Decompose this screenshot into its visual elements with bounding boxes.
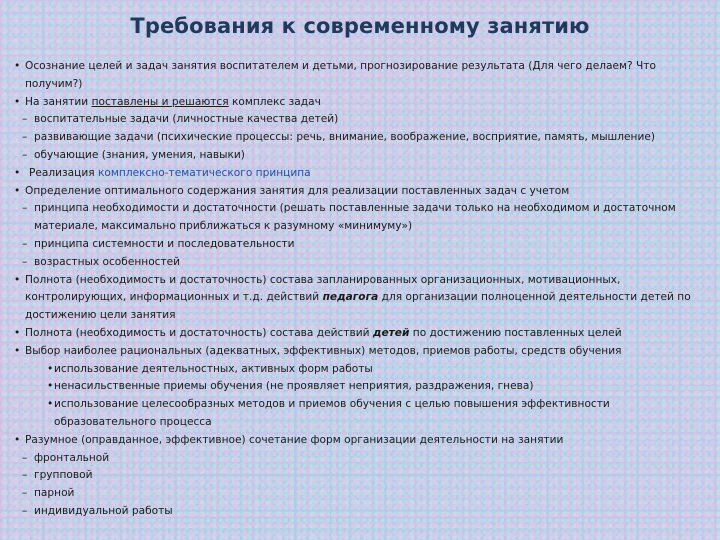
sub-bullet-developing-tasks: – развивающие задачи (психические процессы: речь, внимание, воображение, восприятие, память, мышление) — [14, 129, 708, 147]
bullet-children-actions — [14, 325, 708, 343]
sub-bullet-sufficiency-principle: – принципа необходимости и достаточности (решать поставленные задачи только на необходимом и достаточном материале, максимально приближаться к разумному «минимуму») — [14, 200, 708, 236]
slide-title: Требования к современному занятию — [130, 14, 590, 38]
bullet-content-definition: • Определение оптимального содержания занятия для реализации поставленных задач с учетом — [14, 183, 708, 201]
bullet-forms-combination: • Разумное (оправданное, эффективное) сочетание форм организации деятельности на занятии — [14, 432, 708, 450]
emphasis-teacher: педагога — [322, 291, 379, 304]
highlighted-phrase: комплексно-тематического принципа — [98, 166, 311, 179]
sub-bullet-pair: – парной — [14, 485, 708, 503]
emphasis-children: детей — [372, 326, 410, 339]
bullet-goals-awareness: • Осознание целей и задач занятия воспитателем и детьми, прогнозирование результата (Для чего делаем? Что получим?) — [14, 58, 708, 94]
text-fragment: Полнота (необходимость и достаточность) состава действий — [25, 326, 373, 339]
sub-bullet-frontal: – фронтальной — [14, 450, 708, 468]
sub-bullet-nonviolent-methods: • ненасильственные приемы обучения (не проявляет неприятия, раздражения, гнева) — [14, 378, 708, 396]
bullet-thematic-principle — [14, 165, 708, 183]
sub-bullet-individual: – индивидуальной работы — [14, 503, 708, 521]
sub-bullet-appropriate-methods: • использование целесообразных методов и приемов обучения с целью повышения эффективности образовательного процесса — [14, 396, 708, 432]
text-fragment: для организации полноценной деятельности детей по достижению цели занятия — [25, 291, 691, 322]
bullet-list — [14, 58, 708, 521]
sub-bullet-age-features: – возрастных особенностей — [14, 254, 708, 272]
text-fragment: комплекс задач — [228, 95, 321, 108]
sub-bullet-upbringing-tasks: – воспитательные задачи (личностные качества детей) — [14, 111, 708, 129]
text-fragment: по достижению поставленных целей — [409, 326, 622, 339]
text-fragment: На занятии — [25, 95, 92, 108]
bullet-methods-choice: • Выбор наиболее рациональных (адекватных, эффективных) методов, приемов работы, средств обучения — [14, 343, 708, 361]
sub-bullet-systematic-principle: – принципа системности и последовательности — [14, 236, 708, 254]
sub-bullet-teaching-tasks: – обучающие (знания, умения, навыки) — [14, 147, 708, 165]
bullet-task-complex — [14, 94, 708, 112]
text-fragment: Полнота (необходимость и достаточность) состава запланированных организационных, мотивационных, контролирующих, информационных и т.д. действий — [25, 273, 621, 304]
bullet-teacher-actions — [14, 272, 708, 325]
text-fragment: Реализация — [29, 166, 99, 179]
sub-bullet-group: – групповой — [14, 467, 708, 485]
underlined-phrase: поставлены и решаются — [91, 95, 229, 108]
sub-bullet-active-forms: • использование деятельностных, активных форм работы — [14, 361, 708, 379]
